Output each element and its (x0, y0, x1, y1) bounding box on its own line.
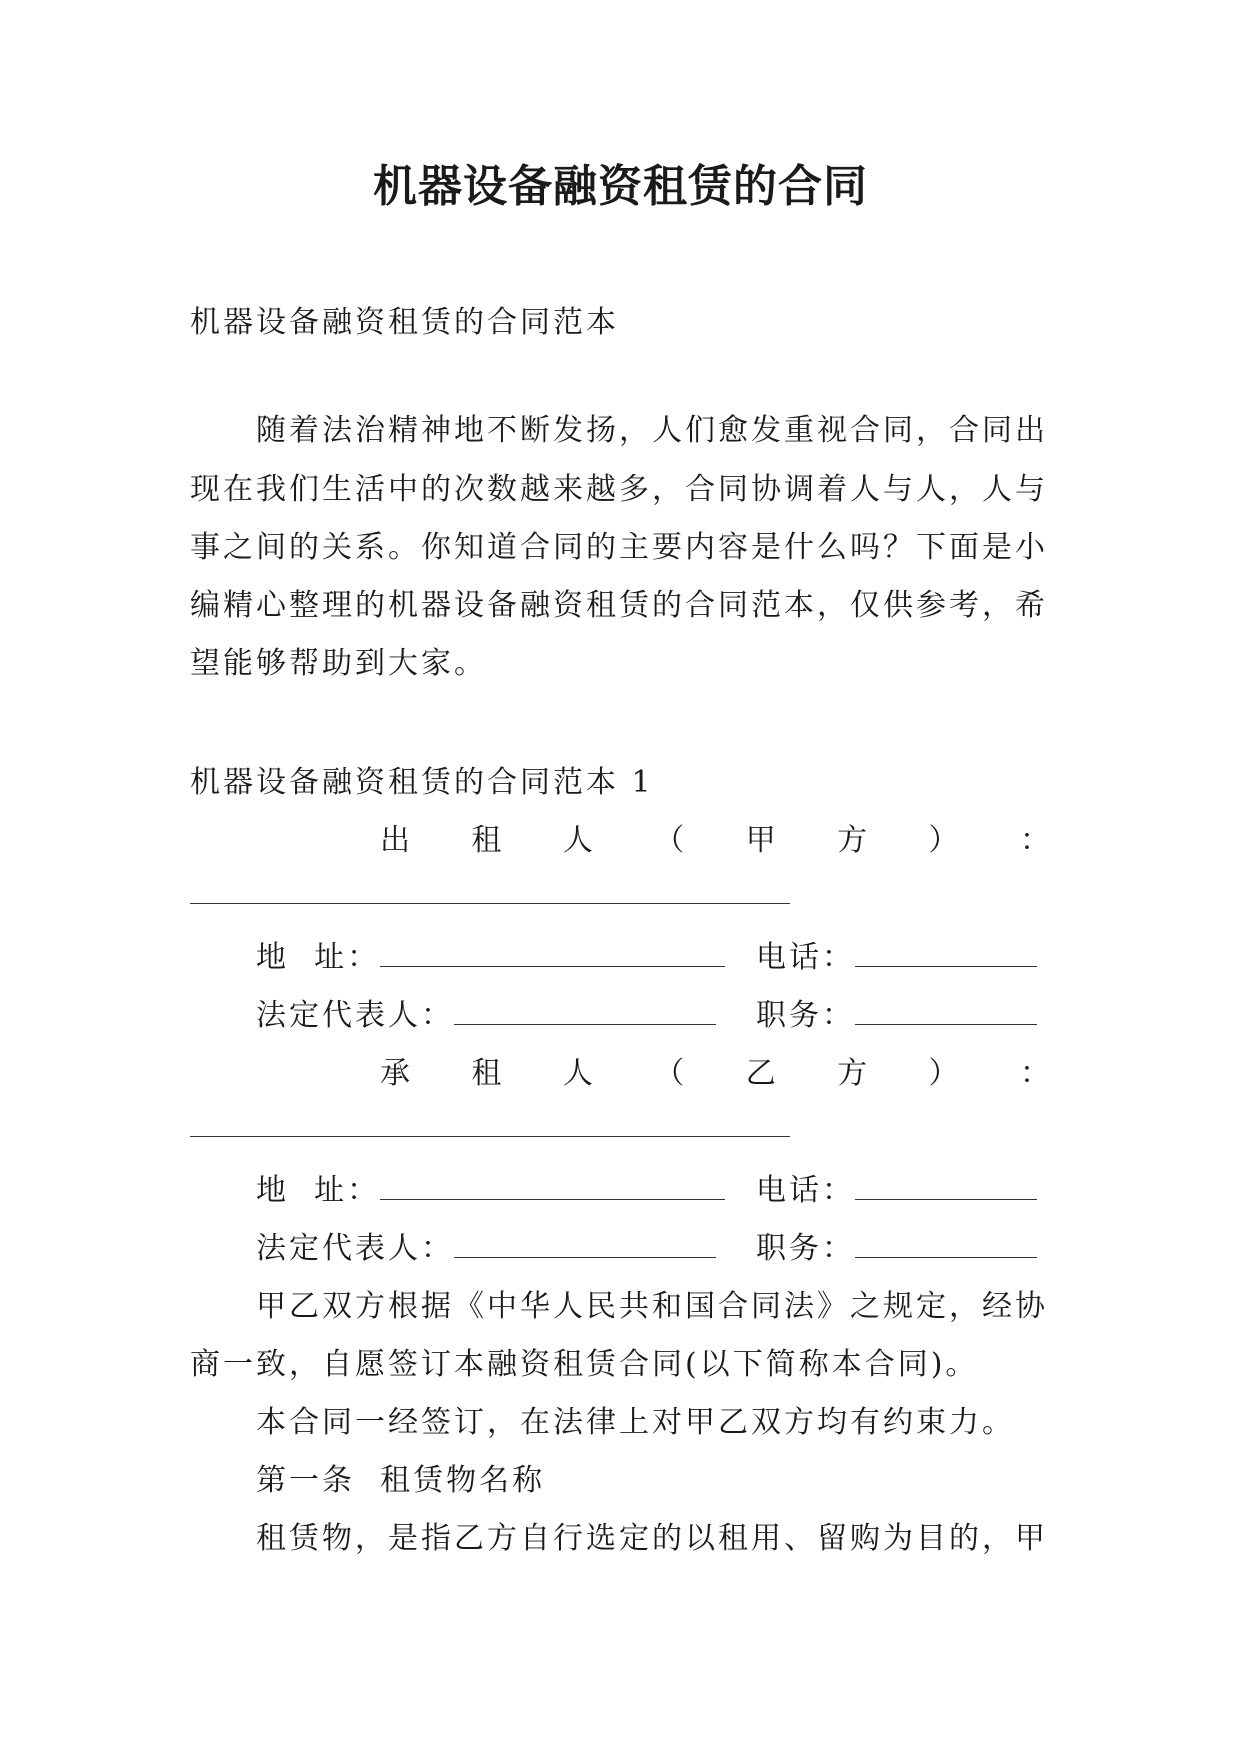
legal-rep-label: 法定代表人： (256, 998, 454, 1033)
phone-label: 电话： (756, 1173, 855, 1208)
body-line: 本合同一经签订，在法律上对甲乙双方均有约束力。 (256, 1405, 1015, 1440)
lessee-label-char: 租 (471, 1056, 502, 1091)
lessee-label-char: 乙 (745, 1056, 776, 1091)
body-line: 租赁物，是指乙方自行选定的以租用、留购为目的，甲 (256, 1521, 1048, 1556)
lessor-label-char: 租 (471, 823, 502, 858)
document-subtitle: 机器设备融资租赁的合同范本 (190, 305, 619, 340)
lessee-address-blank (380, 1171, 725, 1200)
lessor-label-char: 方 (837, 823, 868, 858)
lessee-label-char: 方 (837, 1056, 868, 1091)
lessee-label-char: ） (928, 1056, 959, 1091)
intro-line: 随着法治精神地不断发扬，人们愈发重视合同，合同出 (256, 413, 1048, 448)
lessor-label-char: 甲 (745, 823, 776, 858)
lessee-phone-blank (855, 1171, 1037, 1200)
position-label: 职务： (756, 1231, 855, 1266)
intro-line: 现在我们生活中的次数越来越多，合同协调着人与人，人与 (190, 472, 1048, 507)
lessor-position-blank (855, 996, 1037, 1025)
lessee-label (380, 1048, 1050, 1092)
intro-line: 编精心整理的机器设备融资租赁的合同范本，仅供参考，希 (190, 588, 1048, 623)
lessee-label-char: 承 (380, 1056, 410, 1091)
lessee-position-blank (855, 1229, 1037, 1258)
intro-line: 望能够帮助到大家。 (190, 646, 487, 681)
lessee-label-char: 人 (562, 1056, 593, 1091)
intro-line: 事之间的关系。你知道合同的主要内容是什么吗？下面是小 (190, 530, 1048, 565)
body-line: 商一致，自愿签订本融资租赁合同(以下简称本合同)。 (190, 1347, 979, 1382)
lessor-label-char: 出 (380, 823, 410, 858)
lessor-legal-rep-row (256, 990, 716, 1034)
lessor-address-row (256, 932, 725, 976)
lessee-name-blank (190, 1136, 790, 1137)
address-label: 地 址： (256, 1173, 381, 1208)
lessor-name-blank (190, 903, 790, 904)
lessor-label-char: （ (654, 823, 685, 858)
lessor-label-char: ） (928, 823, 959, 858)
lessor-label-char: 人 (562, 823, 593, 858)
lessee-position-row (756, 1223, 1037, 1267)
address-label: 地 址： (256, 940, 381, 975)
article-heading: 第一条 租赁物名称 (256, 1463, 546, 1498)
lessor-label (380, 815, 1050, 859)
lessor-phone-row (756, 932, 1037, 976)
lessor-position-row (756, 990, 1037, 1034)
document-title: 机器设备融资租赁的合同 (373, 161, 868, 212)
lessee-phone-row (756, 1165, 1037, 1209)
lessor-address-blank (380, 938, 725, 967)
lessor-phone-blank (855, 938, 1037, 967)
lessee-legal-rep-row (256, 1223, 716, 1267)
lessee-label-char: ： (1019, 1056, 1050, 1091)
lessor-legal-rep-blank (454, 996, 716, 1025)
lessee-legal-rep-blank (454, 1229, 716, 1258)
phone-label: 电话： (756, 940, 855, 975)
lessee-address-row (256, 1165, 725, 1209)
position-label: 职务： (756, 998, 855, 1033)
body-line: 甲乙双方根据《中华人民共和国合同法》之规定，经协 (256, 1289, 1048, 1324)
lessor-label-char: ： (1019, 823, 1050, 858)
section-heading: 机器设备融资租赁的合同范本 1 (190, 765, 654, 800)
lessee-label-char: （ (654, 1056, 685, 1091)
legal-rep-label: 法定代表人： (256, 1231, 454, 1266)
